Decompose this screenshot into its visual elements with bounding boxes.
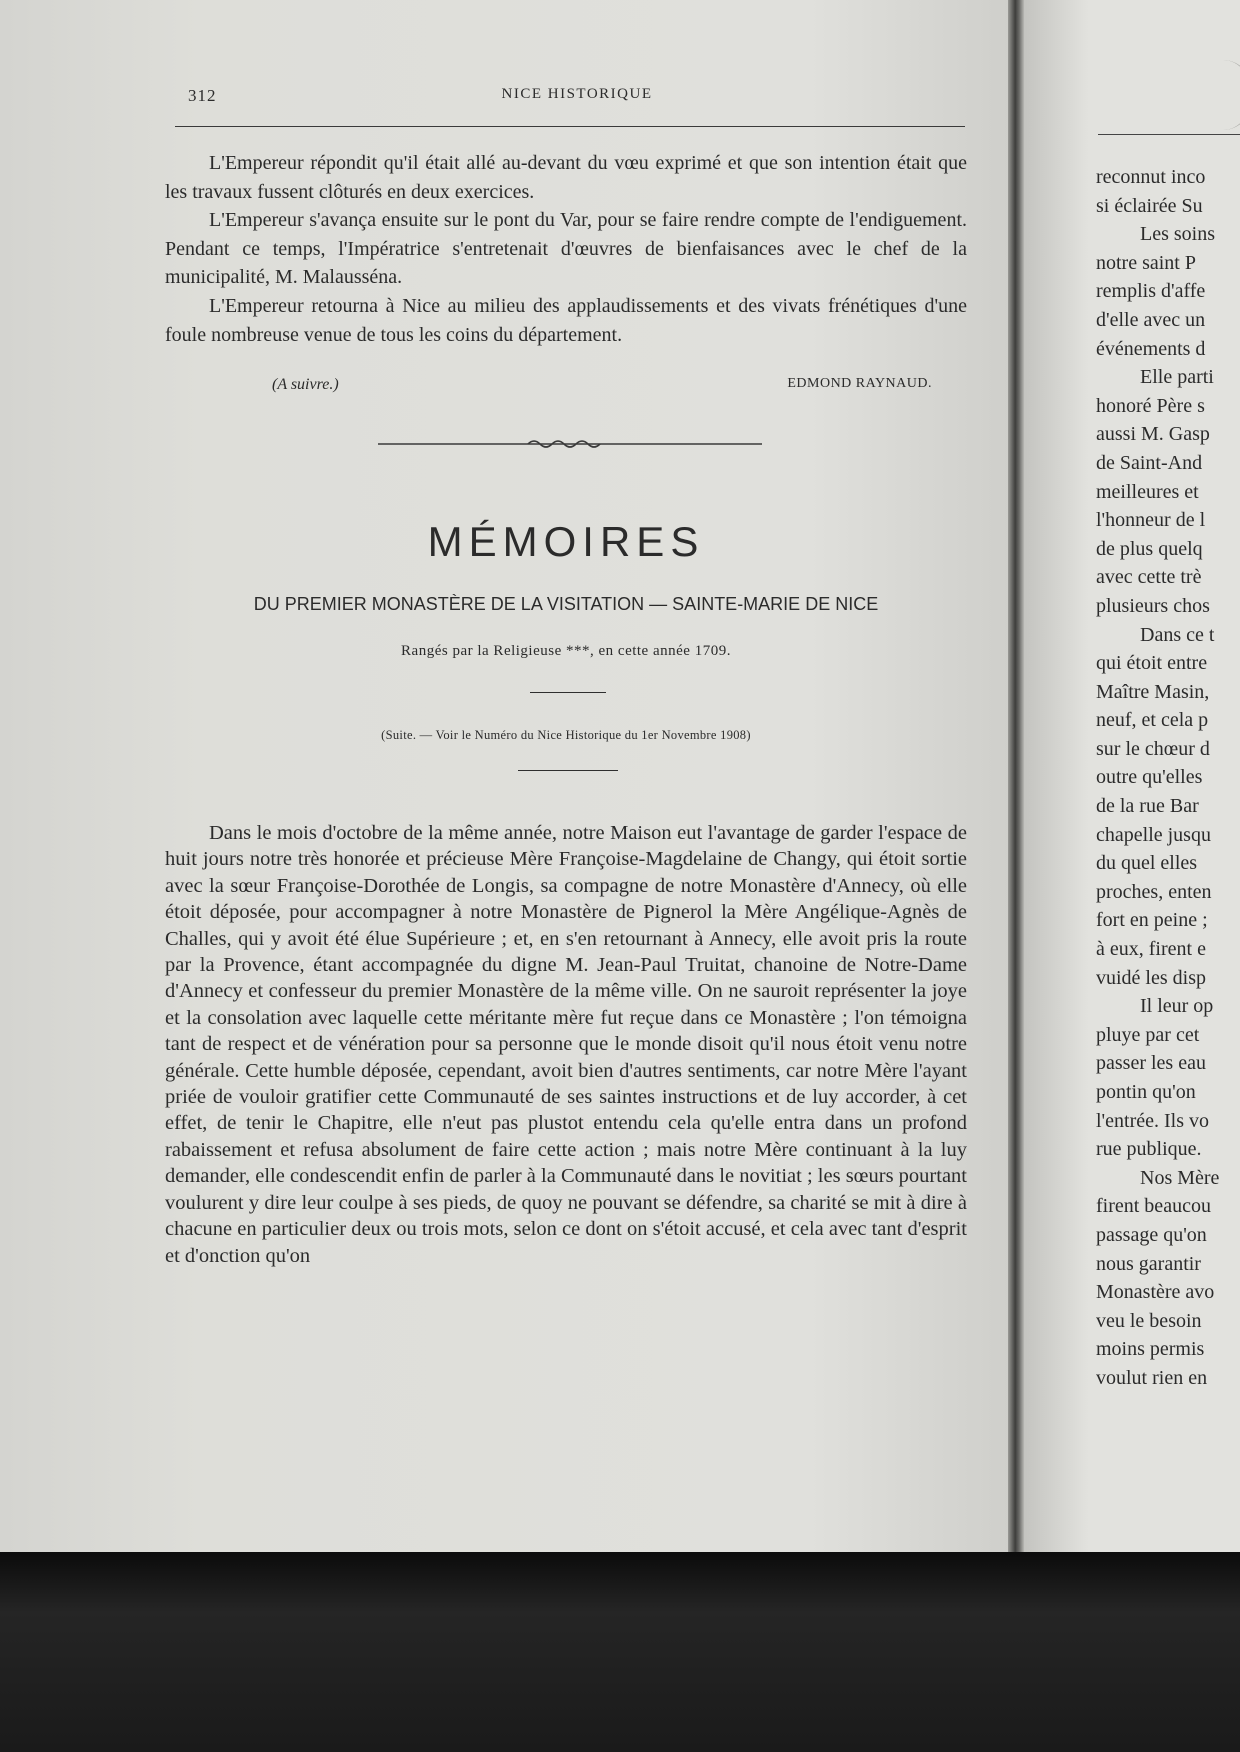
short-rule-top (530, 692, 606, 693)
facing-page-line: chapelle jusqu (1096, 823, 1211, 846)
facing-page (1024, 0, 1240, 1552)
continuation-note: (Suite. — Voir le Numéro du Nice Historique du 1er Novembre 1908) (381, 728, 751, 742)
facing-page-line: Il leur op (1140, 995, 1214, 1018)
facing-page-line: nous garantir (1096, 1252, 1201, 1275)
facing-page-line: avec cette trè (1096, 566, 1202, 589)
facing-page-line: vuidé les disp (1096, 966, 1206, 989)
facing-page-line: voulut rien en (1096, 1366, 1208, 1389)
facing-page-line: notre saint P (1096, 251, 1196, 274)
running-title: NICE HISTORIQUE (501, 86, 653, 102)
facing-page-line: meilleures et (1096, 480, 1199, 503)
intro-paragraph: L'Empereur répondit qu'il était allé au-devant du vœu exprimé et que son intention était que les travaux fussent clôturés en deux exercices. (165, 152, 967, 203)
facing-page-line: Maître Masin, (1096, 680, 1210, 703)
facing-page-line: passage qu'on (1096, 1223, 1207, 1246)
facing-page-line: événements d (1096, 337, 1206, 360)
facing-page-line: Nos Mère (1140, 1166, 1220, 1189)
facing-page-line: rue publique. (1096, 1138, 1202, 1161)
facing-page-line: honoré Père s (1096, 394, 1205, 417)
facing-page-line: pluye par cet (1096, 1023, 1200, 1046)
facing-header-rule (1098, 134, 1240, 135)
facing-page-line: remplis d'affe (1096, 280, 1206, 303)
scanner-background (0, 1552, 1240, 1752)
page-curl (1192, 60, 1240, 130)
facing-page-line: veu le besoin (1096, 1309, 1202, 1332)
facing-page-line: aussi M. Gasp (1096, 423, 1210, 446)
facing-page-line: de plus quelq (1096, 537, 1203, 560)
body-text (165, 820, 967, 1269)
facing-page-line: fort en peine ; (1096, 909, 1208, 932)
facing-page-line: outre qu'elles (1096, 766, 1203, 789)
facing-page-line: Elle parti (1140, 366, 1214, 389)
intro-paragraph: L'Empereur s'avança ensuite sur le pont du Var, pour se faire rendre compte de l'endiguement. Pendant ce temps, l'Impératrice s'entretenait d'œuvres de bienfaisances avec le chef de la municipalité, M. Malausséna. (165, 209, 967, 289)
facing-page-line: l'honneur de l (1096, 509, 1206, 532)
facing-page-line: passer les eau (1096, 1052, 1206, 1075)
intro-paragraph: L'Empereur retourna à Nice au milieu des applaudissements et des vivats frénétiques d'une foule nombreuse venue de tous les coins du département. (165, 294, 967, 346)
facing-page-line: Monastère avo (1096, 1281, 1215, 1304)
facing-page-line: reconnut inco (1096, 166, 1206, 188)
running-head (188, 86, 966, 114)
book-gutter (1008, 0, 1024, 1552)
facing-page-line: si éclairée Su (1096, 194, 1203, 217)
body-paragraph: Dans le mois d'octobre de la même année, notre Maison eut l'avantage de garder l'espace de huit jours notre très honorée et précieuse Mère Françoise-Magdelaine de Changy, qui étoit sortie avec la sœur Françoise-Dorothée de Longis, sa compagne de notre Monastère d'Annecy, où elle étoit déposée, pour accompagner à notre Monastère de Pignerol la Mère Angélique-Agnès de Challes, qui y avoit été élue Supérieure ; et, en s'en retournant à Annecy, elle avoit pris la route par la Provence, étant accompagnée du digne M. Jean-Paul Truitat, chanoine de Notre-Dame d'Annecy et confesseur du premier Monastère de la même ville. On ne sauroit représenter la joye et la consolation avec laquelle cette méritante mère fut reçue dans ce Monastère ; l'on témoigna tant de respect et de vénération pour sa personne que le monde disoit qu'il nous étoit venu notre générale. Cette humble déposée, cependant, avoit bien d'autres sentiments, car notre Mère l'ayant priée de vouloir gratifier cette Communauté de ses saintes instructions et de luy accorder, à cet effet, de tenir le Chapitre, elle n'eut pas plustot entendu cela qu'elle entra dans un profond rabaissement et refusa absolument de faire cette action ; mais notre Mère continuant à la luy demander, elle condescendit enfin de parler à la Communauté dans le novitiat ; les sœurs pourtant voulurent y dire leur coulpe à ses pieds, de quoy ne pouvant se défendre, sa charité se mit à dire à chacune en particulier deux ou trois mots, selon ce dont on s'étoit accusé, et cela avec tant d'esprit et d'onction qu'on (165, 822, 967, 1267)
facing-page-line: Les soins (1140, 223, 1215, 246)
section-subtitle: DU PREMIER MONASTÈRE DE LA VISITATION — SAINTE-MARIE DE NICE (253, 594, 879, 614)
section-title: MÉMOIRES (427, 518, 705, 565)
facing-page-line: l'entrée. Ils vo (1096, 1109, 1210, 1132)
facing-page-line: de Saint-And (1096, 451, 1203, 474)
facing-page-line: d'elle avec un (1096, 308, 1206, 331)
facing-page-line: proches, enten (1096, 880, 1212, 903)
facing-page-line: firent beaucou (1096, 1195, 1211, 1218)
page-number: 312 (188, 86, 217, 105)
facing-page-line: neuf, et cela p (1096, 709, 1209, 732)
facing-page-text (1096, 163, 1240, 1393)
facing-page-line: sur le chœur d (1096, 737, 1210, 760)
facing-page-line: du quel elles (1096, 852, 1198, 875)
intro-text (165, 149, 967, 349)
facing-page-line: qui étoit entre (1096, 652, 1208, 675)
facing-page-line: Dans ce t (1140, 623, 1215, 646)
header-rule (175, 126, 965, 127)
signoff (272, 376, 932, 406)
author-signature: EDMOND RAYNAUD. (787, 376, 932, 391)
facing-page-line: plusieurs chos (1096, 594, 1210, 617)
facing-page-line: de la rue Bar (1096, 795, 1199, 818)
a-suivre-note: (A suivre.) (272, 376, 339, 393)
facing-page-line: à eux, firent e (1096, 938, 1206, 961)
short-rule-bottom (518, 770, 618, 771)
facing-page-line: moins permis (1096, 1338, 1205, 1361)
facing-page-line: pontin qu'on (1096, 1081, 1196, 1103)
wave-divider (378, 436, 762, 452)
attribution-line: Rangés par la Religieuse ***, en cette année 1709. (401, 643, 731, 659)
